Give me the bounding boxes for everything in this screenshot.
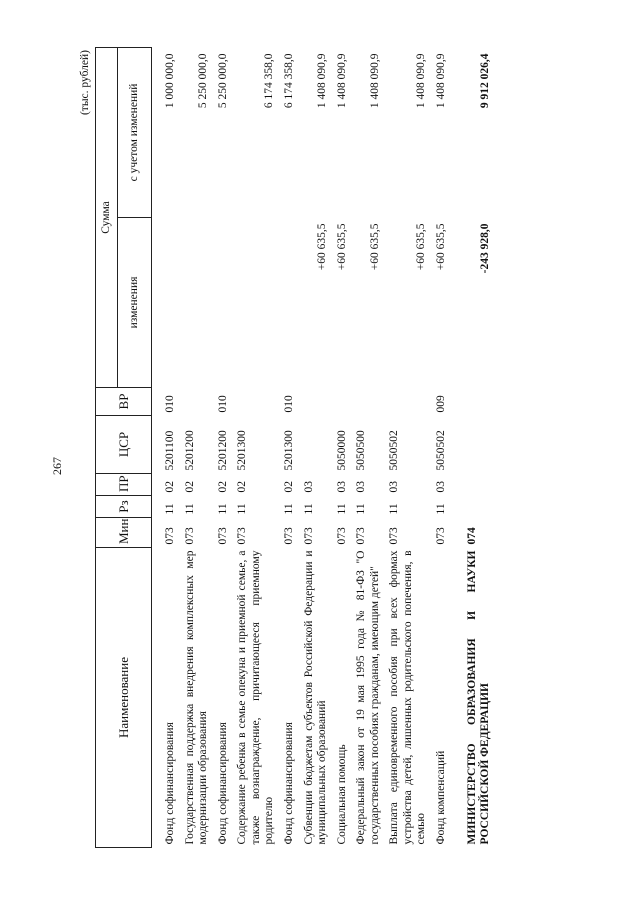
row-total: 5 250 000,0	[197, 53, 210, 109]
table-row	[233, 47, 280, 847]
row-total: 1 408 090,9	[415, 53, 428, 109]
row-name: Фонд софинансирования	[282, 722, 295, 845]
row-changes	[233, 218, 280, 388]
row-rz: 11	[302, 503, 315, 515]
row-pr: 02	[236, 481, 249, 493]
row-vr: 009	[435, 395, 447, 413]
table-row	[385, 47, 432, 847]
row-total: 5 250 000,0	[216, 53, 229, 109]
row-pr: 02	[282, 481, 295, 493]
table-row	[352, 47, 385, 847]
row-changes: -243 928,0	[479, 223, 492, 274]
row-vr	[181, 388, 214, 416]
row-pr: 03	[435, 481, 447, 493]
row-rz: 11	[388, 503, 401, 515]
row-rz: 11	[236, 503, 249, 515]
row-vr	[233, 388, 280, 416]
row-vr: 010	[282, 395, 295, 413]
row-pr	[452, 474, 496, 496]
row-pr: 03	[302, 481, 315, 493]
row-rz: 11	[335, 503, 348, 515]
table-row	[300, 47, 333, 847]
header-vr: ВР	[96, 388, 152, 416]
budget-table	[95, 47, 496, 848]
page-number: 267	[50, 457, 64, 475]
header-with-changes: с учетом изменений	[118, 47, 152, 217]
row-rz: 11	[164, 503, 176, 515]
row-rz: 11	[435, 503, 447, 515]
row-total: 6 174 358,0	[263, 53, 276, 109]
row-name: Социальная помощь	[335, 744, 348, 845]
row-csr	[452, 416, 496, 474]
row-changes: +60 635,5	[316, 223, 329, 271]
row-csr: 5050000	[335, 430, 348, 471]
row-name: Субвенции бюджетам субъектов Российской Федерации и муниципальных образований	[302, 550, 329, 845]
row-rz: 11	[282, 503, 295, 515]
row-total: 1 000 000,0	[164, 53, 176, 109]
row-total: 1 408 090,9	[316, 53, 329, 109]
row-min: 073	[164, 527, 176, 545]
table-header	[96, 47, 152, 847]
row-changes: +60 635,5	[335, 223, 348, 271]
row-rz	[452, 496, 496, 518]
row-csr: 5201100	[164, 430, 176, 471]
table-row	[452, 47, 496, 847]
row-min: 073	[183, 527, 196, 545]
row-pr: 03	[388, 481, 401, 493]
row-name: Фонд софинансирования	[216, 722, 229, 845]
row-min: 073	[355, 527, 368, 545]
row-total: 6 174 358,0	[282, 53, 295, 109]
row-csr: 5050500	[355, 430, 368, 471]
row-changes: +60 635,5	[435, 223, 447, 271]
row-pr: 02	[164, 481, 176, 493]
row-name: Фонд софинансирования	[164, 722, 176, 845]
row-changes	[280, 218, 300, 388]
row-min: 073	[435, 527, 447, 545]
row-vr: 010	[216, 395, 229, 413]
row-pr: 03	[355, 481, 368, 493]
row-name: Содержание ребенка в семье опекуна и приемной семье, а также вознаграждение, причитающееся приемному родителю	[236, 550, 276, 845]
row-min: 073	[335, 527, 348, 545]
row-min: 073	[282, 527, 295, 545]
row-changes: +60 635,5	[368, 223, 381, 271]
header-pr: ПР	[96, 474, 152, 496]
row-vr	[333, 388, 353, 416]
row-min: 073	[216, 527, 229, 545]
units-label: (тыс. рублей)	[79, 50, 91, 116]
header-rz: Рз	[96, 496, 152, 518]
row-csr: 5201200	[183, 430, 196, 471]
table-body	[152, 47, 496, 847]
row-name: Выплата единовременного пособия при всех формах устройства детей, лишенных родительского попечения, в семью	[388, 550, 428, 845]
table-row	[432, 47, 452, 847]
header-name: Наименование	[96, 548, 152, 848]
row-total: 1 408 090,9	[368, 53, 381, 109]
header-sum: Сумма	[96, 47, 118, 387]
row-rz: 11	[355, 503, 368, 515]
row-min: 073	[388, 527, 401, 545]
row-name: Фонд компенсаций	[435, 750, 447, 845]
row-min: 074	[465, 527, 478, 545]
table-row	[333, 47, 353, 847]
budget-sheet	[79, 48, 615, 848]
header-min: Мин	[96, 518, 152, 548]
row-changes	[214, 218, 234, 388]
row-pr: 03	[335, 481, 348, 493]
row-total: 9 912 026,4	[479, 53, 492, 109]
row-csr: 5050502	[435, 430, 447, 471]
row-changes	[152, 218, 181, 388]
table-row	[214, 47, 234, 847]
row-rz: 11	[216, 503, 229, 515]
header-changes: изменения	[118, 218, 152, 388]
row-csr: 5201200	[216, 430, 229, 471]
row-vr	[300, 388, 333, 416]
row-vr	[352, 388, 385, 416]
row-csr: 5050502	[388, 430, 401, 471]
row-total: 1 408 090,9	[435, 53, 447, 109]
row-name: МИНИСТЕРСТВО ОБРАЗОВАНИЯ И НАУКИ РОССИЙСКОЙ ФЕДЕРАЦИИ	[465, 550, 492, 845]
row-pr: 02	[183, 481, 196, 493]
row-changes: +60 635,5	[415, 223, 428, 271]
row-min: 073	[236, 527, 249, 545]
row-csr: 5201300	[236, 430, 249, 471]
row-vr	[452, 388, 496, 416]
row-csr	[300, 416, 333, 474]
row-rz: 11	[183, 503, 196, 515]
row-vr: 010	[164, 395, 176, 413]
row-total: 1 408 090,9	[335, 53, 348, 109]
table-row	[152, 47, 181, 847]
table-row	[280, 47, 300, 847]
header-csr: ЦСР	[96, 416, 152, 474]
row-name: Федеральный закон от 19 мая 1995 года № 81-ФЗ "О государственных пособиях гражданам, имеющим детей"	[355, 550, 381, 845]
table-row	[181, 47, 214, 847]
row-min: 073	[302, 527, 315, 545]
row-changes	[181, 218, 214, 388]
row-vr	[385, 388, 432, 416]
row-csr: 5201300	[282, 430, 295, 471]
row-name: Государственная поддержка внедрения комплексных мер модернизации образования	[183, 550, 210, 845]
row-pr: 02	[216, 481, 229, 493]
